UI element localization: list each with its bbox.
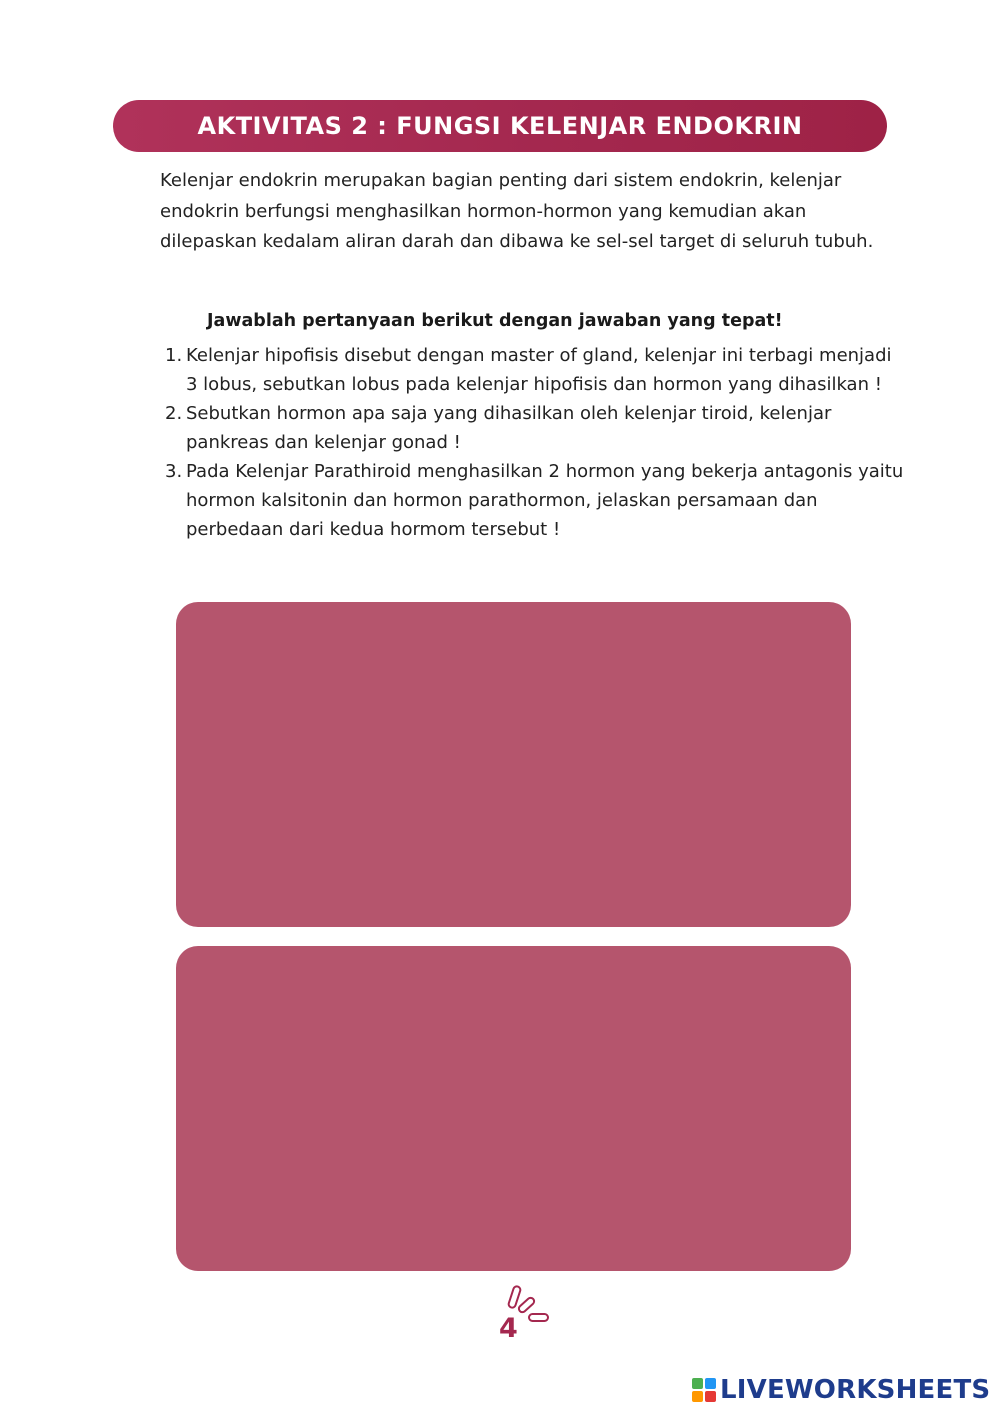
liveworksheets-logo-icon	[692, 1378, 716, 1402]
instruction-text: Jawablah pertanyaan berikut dengan jawaban yang tepat!	[207, 311, 783, 331]
watermark-text: LIVEWORKSHEETS	[720, 1375, 991, 1405]
question-text: Pada Kelenjar Parathiroid menghasilkan 2 hormon yang bekerja antagonis yaitu hormon kalsitonin dan hormon parathormon, jelaskan persamaan dan perbedaan dari kedua hormom tersebut !	[186, 461, 904, 540]
question-item	[165, 399, 905, 457]
question-number: 1.	[165, 345, 183, 366]
question-number: 3.	[165, 461, 183, 482]
title-banner	[113, 100, 887, 152]
question-item	[165, 457, 905, 544]
question-item	[165, 341, 905, 399]
page-number: 4	[499, 1313, 518, 1344]
question-text: Kelenjar hipofisis disebut dengan master of gland, kelenjar ini terbagi menjadi 3 lobus, sebutkan lobus pada kelenjar hipofisis dan hormon yang dihasilkan !	[186, 345, 892, 395]
watermark	[692, 1372, 990, 1408]
answer-box-2[interactable]	[176, 946, 851, 1271]
question-number: 2.	[165, 403, 183, 424]
answer-box-1[interactable]	[176, 602, 851, 927]
question-list	[165, 341, 905, 544]
intro-paragraph: Kelenjar endokrin merupakan bagian penting dari sistem endokrin, kelenjar endokrin berfungsi menghasilkan hormon-hormon yang kemudian akan dilepaskan kedalam aliran darah dan dibawa ke sel-sel target di seluruh tubuh.	[160, 170, 874, 252]
question-text: Sebutkan hormon apa saja yang dihasilkan oleh kelenjar tiroid, kelenjar pankreas dan kelenjar gonad !	[186, 403, 832, 453]
page-title: AKTIVITAS 2 : FUNGSI KELENJAR ENDOKRIN	[197, 112, 803, 140]
